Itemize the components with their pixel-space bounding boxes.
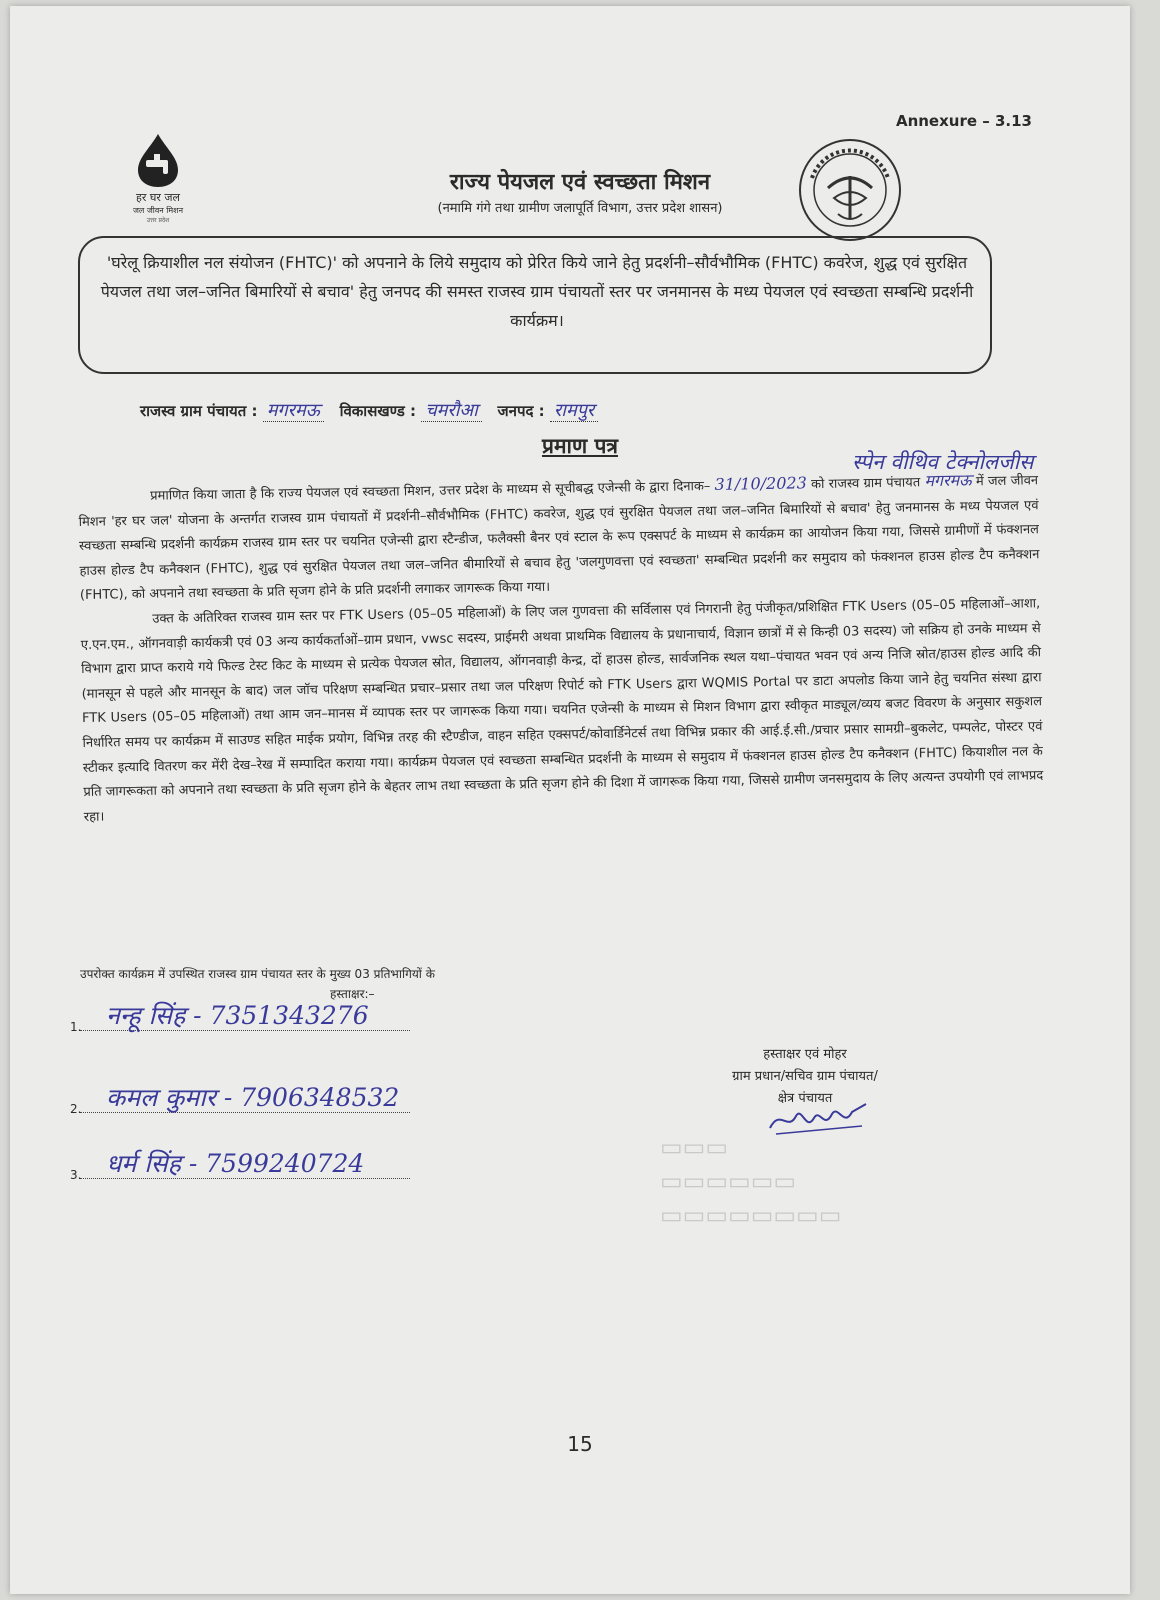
participant-signature-3 bbox=[70, 1149, 410, 1182]
faded-stamp-impression: ▭▭▭ ▭▭▭▭▭▭ ▭▭▭▭▭▭▭▭ bbox=[660, 1133, 842, 1229]
agency-name-handwritten: स्पेन वीथिव टेक्नोलजीस bbox=[852, 450, 1034, 474]
seal-line-3: क्षेत्र पंचायत bbox=[777, 1091, 833, 1106]
seal-line-1: हस्ताक्षर एवं मोहर bbox=[763, 1047, 847, 1062]
signature-intro-text: उपरोक्त कार्यक्रम में उपस्थित राजस्व ग्राम पंचायत स्तर के मुख्य 03 प्रतिभागियों के bbox=[80, 967, 435, 981]
logo-line-1: हर घर जल bbox=[136, 191, 180, 204]
participant-signature-1 bbox=[70, 1001, 410, 1034]
org-title: राज्य पेयजल एवं स्वच्छता मिशन bbox=[449, 170, 711, 195]
certificate-title: प्रमाण पत्र bbox=[542, 434, 618, 458]
location-row bbox=[140, 398, 598, 422]
block-label: विकासखण्ड : bbox=[339, 402, 416, 420]
panchayat-value: मगरमऊ bbox=[263, 400, 324, 422]
body-paragraph-2: उक्त के अतिरिक्त राजस्व ग्राम स्तर पर FTK Users (05–05 महिलाओं) के लिए जल गुणवत्ता की सर्विलास एवं निगरानी हेतु पंजीकृत/प्रशिक्षित FTK Users (05–05 महिलाओं–आशा, ए.एन.एम., ऑगनवाड़ी कार्यकत्री एवं 03 अन्य कार्यकर्ताओं–ग्राम प्रधान, vwsc सदस्य, प्राईमरी अथवा प्राथमिक विद्यालय के प्रधानाचार्य, विज्ञान छात्रों में से किन्ही 03 सदस्य) जो सक्रिय हो उनके माध्यम से विभाग द्वारा प्राप्त कराये गये फिल्ड टेस्ट किट के माध्यम से प्रत्येक पेयजल स्रोत, विद्यालय, ऑगनवाड़ी केन्द्र, दों हाउस होल्ड, सार्वजनिक स्थल यथा–पंचायत भवन एवं अन्य निजि स्रोत/हाउस होल्ड आदि की (मानसून से पहले और मानसून के बाद) जल जॉच परिक्षण सम्बन्धित प्रचार–प्रसार तथा जल परिक्षण रिपोर्ट को FTK Users द्वारा WQMIS Portal पर डाटा अपलोड किया जाने हेतु चयनित संस्था द्वारा FTK Users (05–05 महिलाओं) तथा आम जन–मानस में व्यापक स्तर पर जागरूक किया गया। चयनित एजेन्सी के माध्यम से मिशन विभाग द्वारा स्वीकृत माड्यूल/व्यय बजट विवरण के अनुसार सकुशल निर्धारित समय पर कार्यक्रम में साउण्ड सहित माईक प्रयोग, विभिन्न तरह की स्टैण्डीज, वाहन सहित एक्सपर्ट/कोवार्डिनेटर्स तथा विभिन्न प्रकार की आई.ई.सी./प्रचार प्रसार सामग्री–बुकलेट, पम्पलेट, पोस्टर एवं स्टीकर इत्यादि वितरण कर मेंरी देख–रेख में सम्पादित कराया गया। कार्यक्रम पेयजल एवं स्वच्छता सम्बन्धित प्रदर्शनी के माध्यम से समुदाय में फंक्शनल हाउस होल्ड टैप कनैक्शन (FHTC) कियाशील नल के प्रति जागरूकता को अपनाने तथा स्वच्छता के प्रति सृजग होने के बेहतर लाभ तथा स्वच्छता के प्रति सृजग होने की दिशा में जागरूक किया गया, जिससे ग्रामीण जनसमुदाय के लिए अत्यन्त उपयोगी एवं लाभप्रद रहा। bbox=[80, 596, 1044, 825]
district-value: रामपुर bbox=[550, 400, 598, 422]
participant-number: 3. bbox=[70, 1168, 82, 1182]
participant-name-phone: धर्म सिंह - 7599240724 bbox=[106, 1149, 365, 1178]
body-p1-a: प्रमाणित किया जाता है कि राज्य पेयजल एवं स्वच्छता मिशन, उत्तर प्रदेश के माध्यम से सूचीबद्ध एजेन्सी bbox=[150, 480, 631, 504]
logo-line-2: जल जीवन मिशन bbox=[132, 206, 184, 215]
page-number: 15 bbox=[567, 1432, 593, 1456]
date-handwritten: 31/10/2023 bbox=[714, 473, 807, 494]
body-paragraph-1 bbox=[78, 467, 1040, 609]
participant-number: 2. bbox=[70, 1102, 82, 1116]
body-p1-d: में जल जीवन मिशन 'हर घर जल' योजना के अन्तर्गत राजस्व ग्राम पंचायतों में प्रदर्शनी–सौर्वभौमिक (FHTC) कवरेज, शुद्ध एवं सुरक्षित पेयजल तथा जल–जनित बिमारियों से बचाव' हेतु जनमानस के मध्य पेयजल एवं स्वच्छता सम्बन्धि प्रदर्शनी कार्यक्रम राजस्व ग्राम स्तर पर चयनित एजेन्सी द्वारा स्टैन्डीज, फलैक्सी बैनर एवं स्टाल के रूप एक्सपर्ट के माध्यम से कार्यक्रम का आयोजन किया गया, जिससे ग्रामीणों में फंक्शनल हाउस होल्ड टैप कनैक्शन (FHTC), शुद्ध एवं सुरक्षित पेयजल तथा जल–जनित बीमारियों से बचाव हेतु 'जलगुणवत्ता एवं स्वच्छता' सम्बन्धित प्रदर्शनी कर समुदाय को फंक्शनल हाउस होल्ड टैप कनैक्शन (FHTC), को अपनाने तथा स्वच्छता के प्रति सृजग होने के प्रति प्रदर्शनी लगाकर जागरूक किया गया। bbox=[78, 473, 1040, 604]
signature-label: हस्ताक्षर:– bbox=[330, 987, 375, 1001]
block-value: चमरौआ bbox=[421, 400, 482, 422]
certificate-body bbox=[78, 467, 1044, 830]
participant-name-phone: कमल कुमार - 7906348532 bbox=[106, 1083, 400, 1112]
seal-line-2: ग्राम प्रधान/सचिव ग्राम पंचायत/ bbox=[732, 1069, 878, 1084]
participant-number: 1. bbox=[70, 1020, 82, 1034]
org-subtitle: (नमामि गंगे तथा ग्रामीण जलापूर्ति विभाग, उत्तर प्रदेश शासन) bbox=[437, 201, 723, 216]
body-p1-c: को राजस्व ग्राम पंचायत bbox=[810, 475, 921, 493]
panchayat-handwritten: मगरमऊ bbox=[924, 470, 972, 491]
participant-signature-2 bbox=[70, 1083, 410, 1116]
programme-box-text: 'घरेलू क्रियाशील नल संयोजन (FHTC)' को अपनाने के लिये समुदाय को प्रेरित किये जाने हेतु प्रदर्शनी–सौर्वभौमिक (FHTC) कवरेज, शुद्ध एवं सुरक्षित पेयजल तथा जल–जनित बिमारियों से बचाव' हेतु जनपद की समस्त राजस्व ग्राम पंचायतों स्तर पर जनमानस के मध्य पेयजल एवं स्वच्छता सम्बन्धि प्रदर्शनी कार्यक्रम। bbox=[100, 253, 974, 330]
participant-name-phone: नन्हू सिंह - 7351343276 bbox=[106, 1001, 369, 1030]
district-label: जनपद : bbox=[497, 402, 545, 420]
annexure-label: Annexure – 3.13 bbox=[895, 112, 1032, 130]
logo-line-3: उत्तर प्रदेश bbox=[146, 217, 170, 224]
body-p1-b: के द्वारा दिनाक– bbox=[634, 478, 711, 496]
panchayat-label: राजस्व ग्राम पंचायत : bbox=[140, 402, 258, 420]
